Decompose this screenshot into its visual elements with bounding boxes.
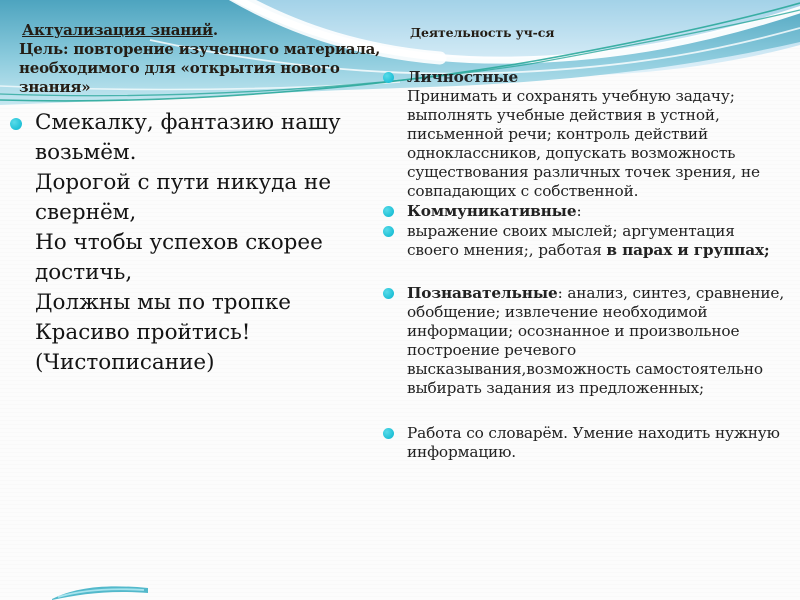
left-heading-line2: Цель: повторение изученного материала, [19,40,381,58]
bullet-icon [383,428,394,439]
list-item-cognitive [383,284,790,398]
list-item-dictionary [383,424,790,462]
item-title: Личностные [407,68,519,86]
bullet-icon [383,72,394,83]
left-heading [19,21,381,97]
left-heading-title-line: Актуализация знаний. [22,21,218,39]
poem-line: Смекалку, фантазию нашу [35,110,341,135]
activities-list [383,68,790,463]
item-title: Коммуникативные [407,202,577,220]
left-heading-line4: знания» [19,78,91,96]
item-body: Работа со словарём. Умение находить нужную информацию. [407,424,780,461]
item-bold-part: в парах и группах; [606,241,770,259]
item-body: Принимать и сохранять учебную задачу; выполнять учебные действия в устной, письменной речи; контроль действий одноклассников, допускать возможность существования различных точек зрения, не совпадающих с собственной. [407,87,760,200]
list-item-communicative [383,202,790,221]
poem-line: (Чистописание) [35,350,215,375]
item-title: Познавательные [407,284,558,302]
bullet-icon [383,288,394,299]
bullet-icon [383,206,394,217]
item-body: выражение своих мыслей; аргументация своего мнения;, работая [407,222,735,259]
item-body: : анализ, синтез, сравнение, обобщение; извлечение необходимой информации; осознанное и произвольное построение речевого высказывания,возможность самостоятельно выбирать задания из предложенных; [407,284,785,397]
bullet-icon [383,226,394,237]
poem-line: достичь, [35,260,133,285]
poem-line: Должны мы по тропке [35,290,292,315]
poem-list-item [10,108,368,378]
poem-line: Дорогой с пути никуда не [35,170,332,195]
list-item-expression [383,222,790,260]
left-heading-line3: необходимого для «открытия нового [19,59,340,77]
poem-text [35,108,341,378]
footer-wave-decoration [52,584,148,600]
left-heading-underlined: Актуализация знаний [22,21,213,39]
poem-line: Красиво пройтись! [35,320,251,345]
bullet-icon [10,118,22,130]
poem-line: свернём, [35,200,137,225]
item-body: : [576,202,582,220]
poem-line: возьмём. [35,140,137,165]
list-item-personal [383,68,790,201]
right-heading: Деятельность уч-ся [410,25,555,40]
poem-line: Но чтобы успехов скорее [35,230,323,255]
